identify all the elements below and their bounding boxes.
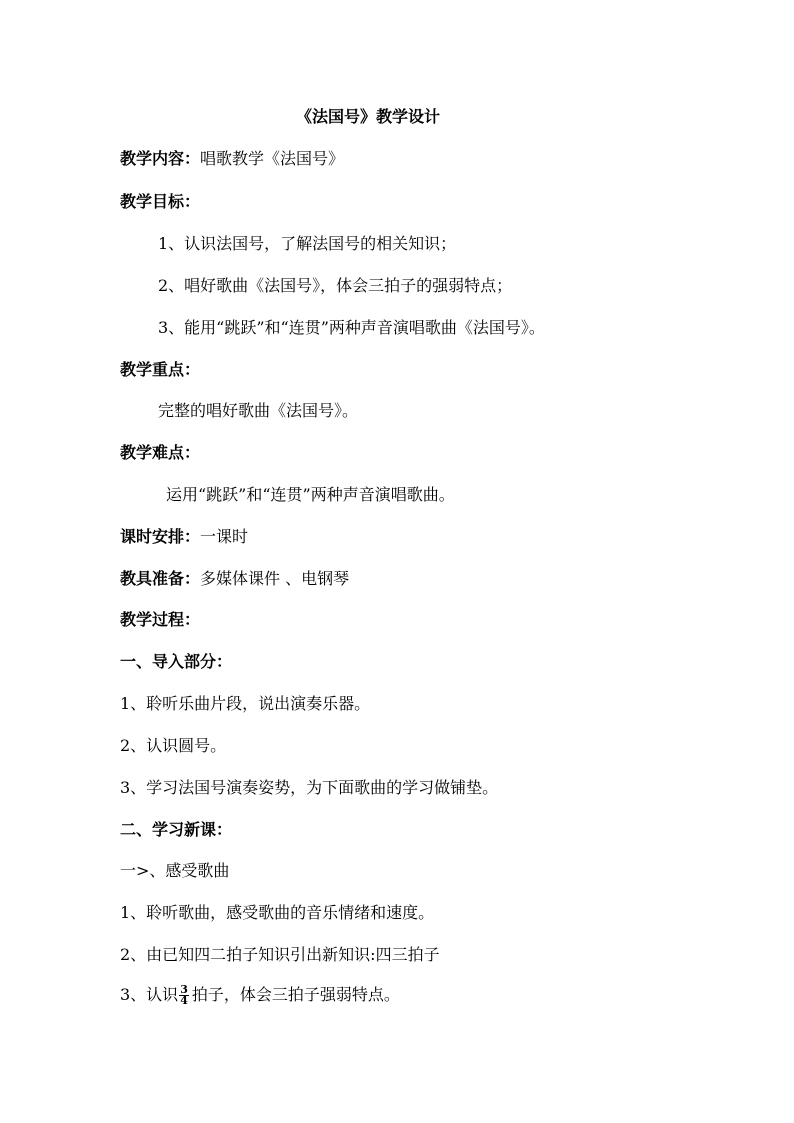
materials-label: 教具准备：: [120, 569, 201, 588]
materials-row: [120, 569, 349, 589]
section2-item-1: 1、聆听歌曲，感受歌曲的音乐情绪和速度。: [120, 903, 435, 922]
difficulties-text: 运用“跳跃”和“连贯”两种声音演唱歌曲。: [166, 485, 455, 504]
materials-value: 多媒体课件 、电钢琴: [200, 569, 350, 588]
content-label: 教学内容：: [120, 149, 201, 168]
section1-heading: 一、导入部分：: [120, 652, 233, 671]
key-points-label: 教学重点：: [120, 360, 201, 379]
difficulties-label: 教学难点：: [120, 443, 201, 462]
goal-item-2: 2、唱好歌曲《法国号》，体会三拍子的强弱特点；: [158, 276, 513, 295]
item3-prefix: 3、认识: [120, 985, 179, 1004]
content-row: [120, 149, 344, 169]
time-signature-fraction: [179, 985, 189, 1006]
section2-item-3: [120, 985, 400, 1006]
process-label: 教学过程：: [120, 610, 201, 629]
schedule-row: [120, 527, 248, 547]
content-value: 唱歌教学《法国号》: [200, 149, 345, 168]
section2-item-2: 2、由已知四二拍子知识引出新知识:四三拍子: [120, 945, 440, 964]
section1-item-1: 1、聆听乐曲片段，说出演奏乐器。: [120, 694, 371, 713]
fraction-denominator: 4: [180, 994, 188, 1007]
section2-heading: 二、学习新课：: [120, 820, 233, 839]
goals-label: 教学目标：: [120, 192, 201, 211]
section1-item-3: 3、学习法国号演奏姿势，为下面歌曲的学习做铺垫。: [120, 778, 499, 797]
section1-item-2: 2、认识圆号。: [120, 736, 227, 755]
item3-suffix: 拍子，体会三拍子强弱特点。: [191, 985, 400, 1004]
schedule-value: 一课时: [200, 527, 249, 546]
document-title: 《法国号》教学设计: [296, 107, 441, 126]
goal-item-3: 3、能用“跳跃”和“连贯”两种声音演唱歌曲《法国号》。: [158, 318, 545, 337]
schedule-label: 课时安排：: [120, 527, 201, 546]
goal-item-1: 1、认识法国号，了解法国号的相关知识；: [158, 234, 457, 253]
key-points-text: 完整的唱好歌曲《法国号》。: [158, 401, 359, 420]
fraction-numerator: 3: [180, 983, 188, 996]
section2-sub-heading: 一>、感受歌曲: [120, 861, 230, 880]
